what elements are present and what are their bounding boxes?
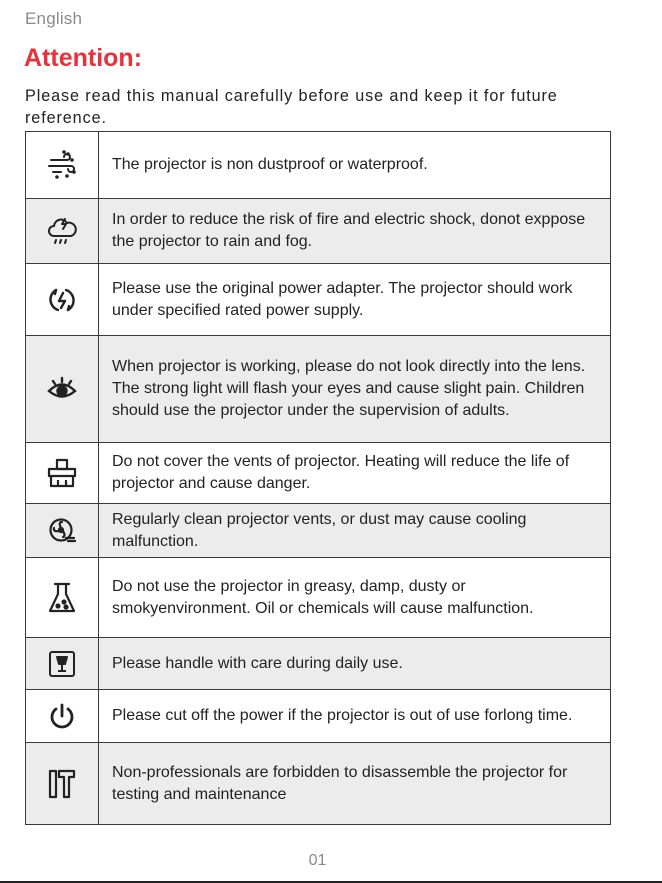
tools-icon — [47, 768, 77, 800]
vent-cover-icon — [46, 457, 78, 489]
warning-text: Regularly clean projector vents, or dust may cause cooling malfunction. — [99, 504, 611, 558]
power-button-icon — [48, 702, 76, 730]
language-label: English — [25, 9, 83, 28]
warning-row — [26, 743, 611, 825]
warning-row — [26, 132, 611, 199]
attention-heading: Attention: — [24, 44, 143, 72]
warning-row — [26, 638, 611, 690]
warning-text: Non-professionals are forbidden to disassemble the projector for testing and maintenance — [99, 743, 611, 825]
warning-text: The projector is non dustproof or waterproof. — [99, 132, 611, 199]
intro-text: Please read this manual carefully before use and keep it for future reference. — [25, 87, 558, 127]
eye-icon — [45, 374, 79, 404]
fan-clean-icon — [48, 517, 76, 545]
warning-text: In order to reduce the risk of fire and electric shock, donot exppose the projector to rain and fog. — [99, 199, 611, 264]
warning-text: Do not cover the vents of projector. Heating will reduce the life of projector and cause danger. — [99, 443, 611, 504]
power-adapter-icon — [47, 285, 77, 315]
warning-row — [26, 690, 611, 743]
warning-row — [26, 558, 611, 638]
warning-text: Please cut off the power if the projector is out of use forlong time. — [99, 690, 611, 743]
rain-cloud-icon — [45, 214, 79, 248]
warning-text: Please use the original power adapter. The projector should work under specified rated power supply. — [99, 264, 611, 336]
warning-text: When projector is working, please do not look directly into the lens. The strong light will flash your eyes and cause slight pain. Children should use the projector under the supervision of adults. — [99, 336, 611, 443]
chemical-flask-icon — [46, 581, 78, 615]
warning-row — [26, 199, 611, 264]
warning-row — [26, 443, 611, 504]
warning-text: Please handle with care during daily use. — [99, 638, 611, 690]
warnings-table — [25, 131, 611, 825]
warning-row — [26, 264, 611, 336]
dust-water-icon — [45, 148, 79, 182]
warning-text: Do not use the projector in greasy, damp, dusty or smokyenvironment. Oil or chemicals will cause malfunction. — [99, 558, 611, 638]
fragile-glass-icon — [48, 650, 76, 678]
warning-row — [26, 336, 611, 443]
warning-row — [26, 504, 611, 558]
page-number: 01 — [308, 852, 327, 869]
